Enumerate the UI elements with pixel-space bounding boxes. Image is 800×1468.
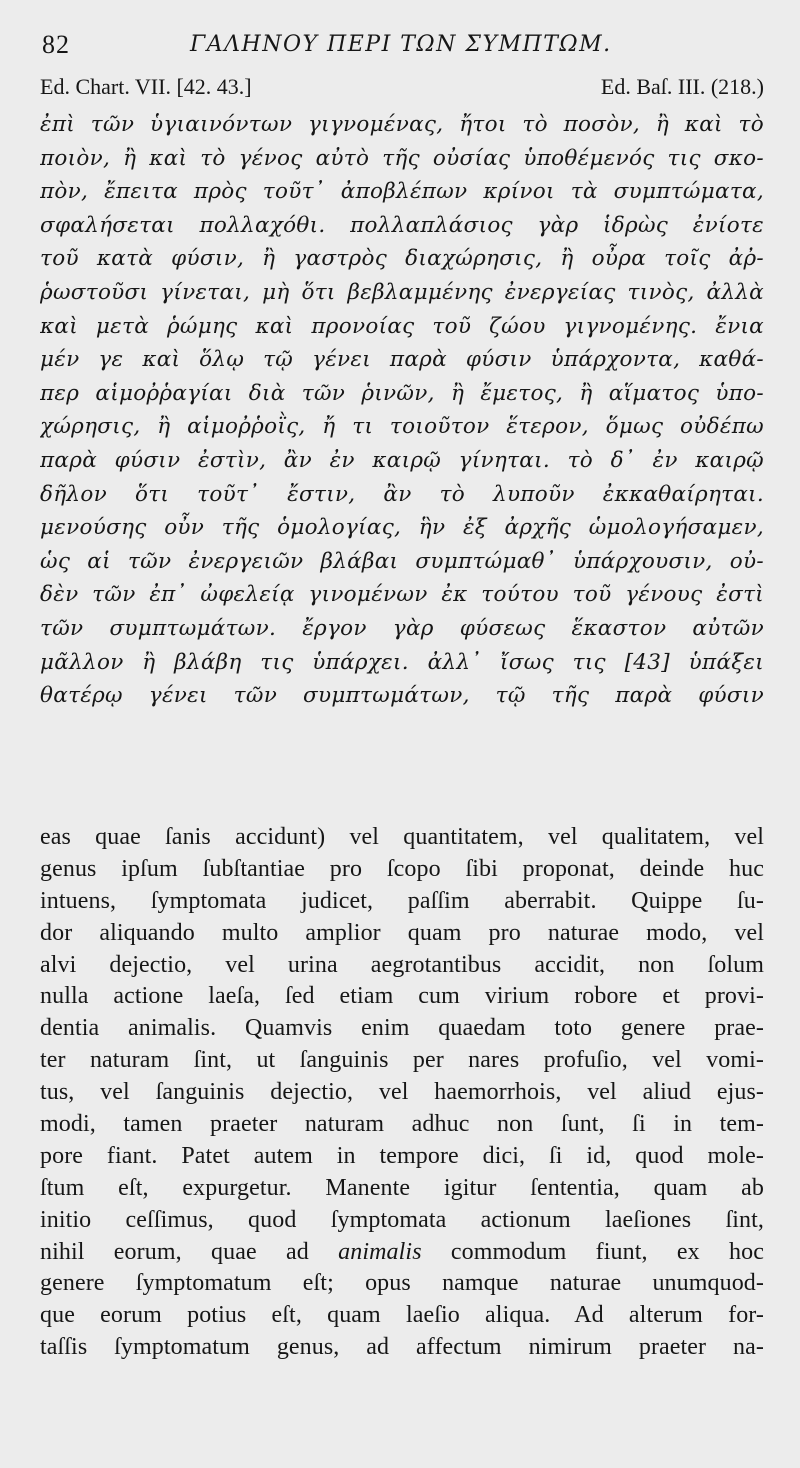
greek-line: μέν γε καὶ ὅλῳ τῷ γένει παρὰ φύσιν ὑπάρχοντα, καθά- [40, 347, 764, 373]
edition-line [40, 74, 764, 104]
greek-line: μενούσης οὖν τῆς ὁμολογίας, ἣν ἐξ ἀρχῆς ὡμολογήσαμεν, [40, 515, 764, 541]
latin-line: pore fiant. Patet autem in tempore dici, ſi id, quod mole- [40, 1142, 764, 1169]
greek-line: παρὰ φύσιν ἐστὶν, ἂν ἐν καιρῷ γίνηται. τὸ δ᾽ ἐν καιρῷ [40, 447, 764, 473]
greek-line: δῆλον ὅτι τοῦτ᾽ ἔστιν, ἂν τὸ λυποῦν ἐκκαθαίρηται. [40, 481, 764, 507]
latin-line: nulla actione laeſa, ſed etiam cum virium robore et provi- [40, 983, 764, 1010]
greek-line: ἐπὶ τῶν ὑγιαινόντων γιγνομένας, ἤτοι τὸ ποσὸν, ἢ καὶ τὸ [40, 112, 764, 137]
greek-line: ποιὸν, ἢ καὶ τὸ γένος αὐτὸ τῆς οὐσίας ὑποθέμενός τις σκο- [40, 145, 764, 171]
latin-italic-word: animalis [338, 1238, 422, 1265]
greek-text-block [40, 108, 764, 713]
greek-line: μᾶλλον ἢ βλάβη τις ὑπάρχει. ἀλλ᾽ ἴσως τις [43] ὑπάξει [40, 649, 764, 675]
latin-line: genus ipſum ſubſtantiae pro ſcopo ſibi proponat, deinde huc [40, 855, 764, 882]
latin-line: genere ſymptomatum eſt; opus namque naturae unumquod- [40, 1270, 764, 1297]
page-number: 82 [42, 30, 70, 59]
latin-line-segment: commodum fiunt, ex hoc [421, 1238, 764, 1265]
latin-line: ſtum eſt, expurgetur. Manente igitur ſententia, quam ab [40, 1174, 764, 1201]
greek-line: καὶ μετὰ ῥώμης καὶ προνοίας τοῦ ζώου γιγνομένης. ἔνια [40, 313, 764, 339]
latin-line: initio ceſſimus, quod ſymptomata actionum laeſiones ſint, [40, 1206, 764, 1233]
greek-line: πὸν, ἔπειτα πρὸς τοῦτ᾽ ἀποβλέπων κρίνοι τὰ συμπτώματα, [40, 179, 764, 205]
latin-line-with-italic [40, 1237, 764, 1269]
latin-line: tus, vel ſanguinis dejectio, vel haemorrhois, vel aliud ejus- [40, 1079, 764, 1106]
latin-line: modi, tamen praeter naturam adhuc non ſunt, ſi in tem- [40, 1111, 764, 1138]
running-title: ΓΑΛΗΝΟΥ ΠΕΡΙ ΤΩΝ ΣΥΜΠΤΩΜ. [190, 32, 612, 57]
running-head [40, 26, 764, 60]
greek-line: τοῦ κατὰ φύσιν, ἢ γαστρὸς διαχώρησις, ἢ οὖρα τοῖς ἀῤ- [40, 246, 764, 272]
greek-line: τῶν συμπτωμάτων. ἔργον γὰρ φύσεως ἕκαστον αὐτῶν [40, 615, 764, 641]
greek-line: χώρησις, ἢ αἱμοῤῥοῒς, ἤ τι τοιοῦτον ἕτερον, ὅμως οὐδέπω [40, 414, 764, 440]
greek-line: δὲν τῶν ἐπ᾽ ὠφελείᾳ γινομένων ἐκ τούτου τοῦ γένους ἐστὶ [40, 582, 764, 608]
latin-line: dor aliquando multo amplior quam pro naturae modo, vel [40, 919, 764, 946]
edition-reference-basel: Ed. Baſ. III. (218.) [600, 74, 764, 99]
latin-line: dentia animalis. Quamvis enim quaedam toto genere prae- [40, 1015, 764, 1042]
edition-reference-chartier: Ed. Chart. VII. [42. 43.] [40, 74, 252, 99]
latin-line-segment: nihil eorum, quae ad [40, 1238, 339, 1265]
latin-line: que eorum potius eſt, quam laeſio aliqua. Ad alterum for- [40, 1302, 764, 1329]
latin-line: eas quae ſanis accidunt) vel quantitatem, vel qualitatem, vel [40, 824, 764, 850]
latin-line: taſſis ſymptomatum genus, ad affectum nimirum praeter na- [40, 1334, 764, 1361]
greek-line: περ αἱμοῤῥαγίαι διὰ τῶν ῥινῶν, ἢ ἔμετος, ἢ αἵματος ὑπο- [40, 380, 764, 406]
greek-line: σφαλήσεται πολλαχόθι. πολλαπλάσιος γὰρ ἱδρὼς ἐνίοτε [40, 212, 764, 238]
latin-text-block [40, 822, 764, 1364]
latin-line: alvi dejectio, vel urina aegrotantibus accidit, non ſolum [40, 951, 764, 978]
latin-line: ter naturam ſint, ut ſanguinis per nares profuſio, vel vomi- [40, 1047, 764, 1074]
latin-line: intuens, ſymptomata judicet, paſſim aberrabit. Quippe ſu- [40, 887, 764, 914]
greek-line: θατέρῳ γένει τῶν συμπτωμάτων, τῷ τῆς παρὰ φύσιν [40, 683, 764, 709]
greek-line: ὡς αἱ τῶν ἐνεργειῶν βλάβαι συμπτώμαθ᾽ ὑπάρχουσιν, οὐ- [40, 548, 764, 574]
greek-line: ῥωστοῦσι γίνεται, μὴ ὅτι βεβλαμμένης ἐνεργείας τινὸς, ἀλλὰ [40, 279, 764, 305]
